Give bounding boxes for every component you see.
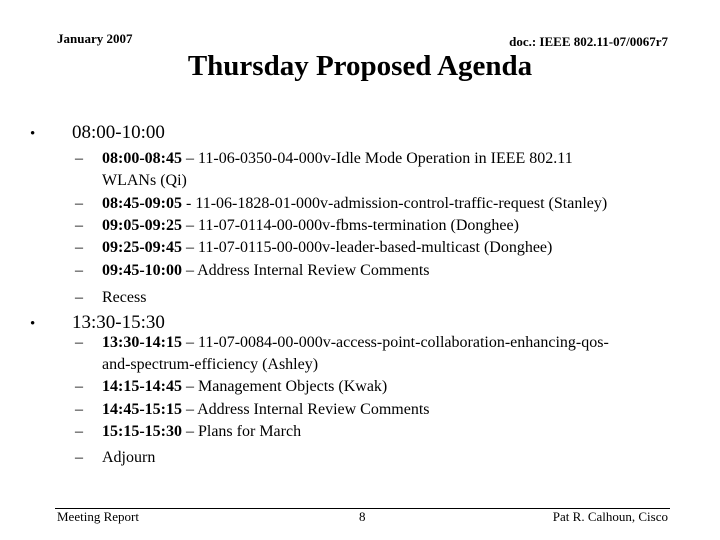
item-time: 08:45-09:05 [102, 195, 182, 212]
item-text: – 11-07-0115-00-000v-leader-based-multicast (Donghee) [181, 239, 553, 256]
dash-icon: – [75, 262, 83, 279]
footer-left: Meeting Report [57, 509, 139, 524]
item-text: – 11-06-0350-04-000v-Idle Mode Operation in IEEE 802.11 [181, 150, 573, 167]
item-text: Adjourn [102, 449, 156, 466]
page-number: 8 [359, 509, 366, 524]
dash-icon: – [75, 423, 83, 440]
dash-icon: – [75, 289, 83, 306]
dash-icon: – [75, 239, 83, 256]
dash-icon: – [75, 195, 83, 212]
item-text: Recess [102, 289, 147, 306]
dash-icon: – [75, 378, 83, 395]
slide-title: Thursday Proposed Agenda [187, 50, 533, 82]
dash-icon: – [75, 217, 83, 234]
section-time: 08:00-10:00 [72, 122, 165, 143]
footer-author: Pat R. Calhoun, Cisco [552, 509, 668, 524]
item-time: 13:30-14:15 [102, 334, 182, 351]
section-time: 13:30-15:30 [72, 312, 165, 333]
header-doc-id: doc.: IEEE 802.11-07/0067r7 [509, 34, 668, 49]
dash-icon: – [75, 150, 83, 167]
item-text: – Address Internal Review Comments [181, 262, 430, 279]
item-text: - 11-06-1828-01-000v-admission-control-traffic-request (Stanley) [181, 195, 608, 212]
item-text: – Plans for March [181, 423, 302, 440]
item-time: 09:45-10:00 [102, 262, 182, 279]
item-text: – Management Objects (Kwak) [181, 378, 388, 395]
item-text: – 11-07-0084-00-000v-access-point-collaboration-enhancing-qos- [181, 334, 609, 351]
dash-icon: – [75, 449, 83, 466]
item-time: 09:05-09:25 [102, 217, 182, 234]
bullet-icon: • [30, 126, 36, 142]
item-time: 14:45-15:15 [102, 401, 182, 418]
dash-icon: – [75, 401, 83, 418]
dash-icon: – [75, 334, 83, 351]
item-text: – Address Internal Review Comments [181, 401, 430, 418]
item-text-continued: WLANs (Qi) [102, 172, 187, 189]
bullet-icon: • [30, 316, 36, 332]
header-date: January 2007 [57, 31, 133, 46]
item-time: 09:25-09:45 [102, 239, 182, 256]
item-text-continued: and-spectrum-efficiency (Ashley) [102, 356, 319, 373]
item-time: 15:15-15:30 [102, 423, 182, 440]
item-time: 14:15-14:45 [102, 378, 182, 395]
item-time: 08:00-08:45 [102, 150, 182, 167]
item-text: – 11-07-0114-00-000v-fbms-termination (Donghee) [181, 217, 519, 234]
